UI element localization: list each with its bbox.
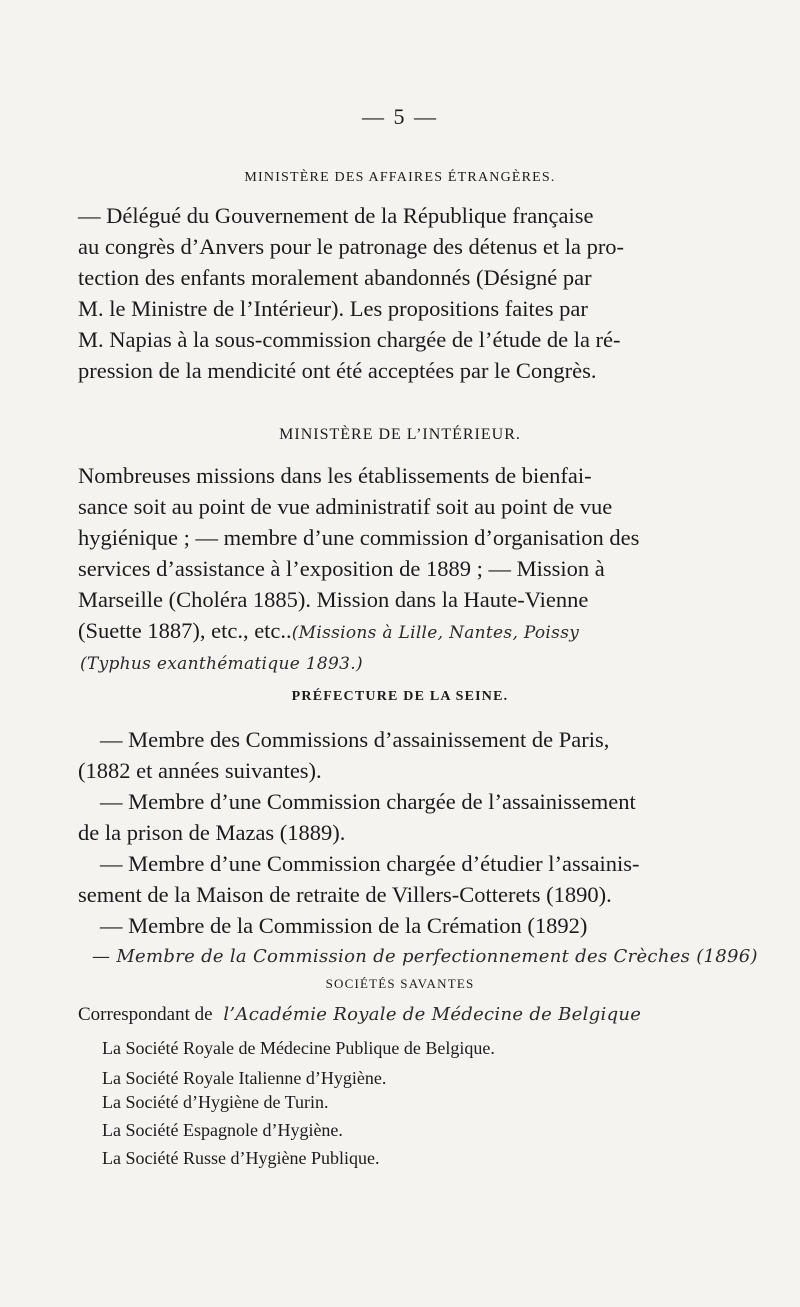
text-line: — Membre des Commissions d’assainissement de Paris, — [100, 727, 610, 752]
text-line: — Délégué du Gouvernement de la République française — [78, 203, 594, 228]
handwritten-annotation: (Typhus exanthématique 1893.) — [80, 654, 363, 674]
printed-text: Correspondant de — [78, 1004, 213, 1025]
text-line: Nombreuses missions dans les établissements de bienfai- — [78, 463, 592, 488]
paragraph-interieur — [78, 460, 678, 680]
text-line: M. Napias à la sous-commission chargée de l’étude de la ré- — [78, 327, 621, 352]
text-line: pression de la mendicité ont été acceptées par le Congrès. — [78, 358, 597, 383]
text-line: — Membre d’une Commission chargée de l’assainissement — [100, 789, 636, 814]
handwritten-annotation: l’Académie Royale de Médecine de Belgique — [223, 1004, 642, 1025]
society-item: La Société Royale Italienne d’Hygiène. — [102, 1068, 387, 1088]
text-line: Marseille (Choléra 1885). Mission dans la Haute-Vienne — [78, 587, 589, 612]
section-title-affaires: MINISTÈRE DES AFFAIRES ÉTRANGÈRES. — [244, 170, 556, 185]
paragraph-seine — [78, 724, 758, 972]
society-item: La Société Royale de Médecine Publique de Belgique. — [102, 1038, 495, 1058]
text-line: de la prison de Mazas (1889). — [78, 820, 346, 845]
correspondant-line — [78, 1004, 641, 1026]
text-line: services d’assistance à l’exposition de 1889 ; — Mission à — [78, 556, 605, 581]
text-line: tection des enfants moralement abandonnés (Désigné par — [78, 265, 592, 290]
text-line: — Membre de la Commission de la Crémation (1892) — [100, 913, 588, 938]
paragraph-affaires — [78, 200, 678, 386]
text-line: M. le Ministre de l’Intérieur). Les propositions faites par — [78, 296, 588, 321]
text-line: sance soit au point de vue administratif soit au point de vue — [78, 494, 613, 519]
text-line: (1882 et années suivantes). — [78, 758, 322, 783]
society-item: La Société Russe d’Hygiène Publique. — [102, 1148, 380, 1168]
text-line: — Membre d’une Commission chargée d’étudier l’assainis- — [100, 851, 640, 876]
page-number: — 5 — — [362, 104, 438, 129]
printed-text: (Suette 1887), etc., etc.. — [78, 618, 292, 643]
text-line: au congrès d’Anvers pour le patronage des détenus et la pro- — [78, 234, 625, 259]
section-title-seine: PRÉFECTURE DE LA SEINE. — [291, 689, 509, 704]
handwritten-annotation: — Membre de la Commission de perfectionnement des Crèches (1896) — [92, 946, 758, 967]
text-line: sement de la Maison de retraite de Villers-Cotterets (1890). — [78, 882, 612, 907]
society-item: La Société Espagnole d’Hygiène. — [102, 1120, 343, 1140]
handwritten-annotation: (Missions à Lille, Nantes, Poissy — [291, 623, 580, 643]
section-title-societes: SOCIÉTÉS SAVANTES — [325, 976, 475, 991]
text-line-with-annotation — [78, 615, 678, 649]
section-title-interieur: MINISTÈRE DE L’INTÉRIEUR. — [279, 426, 521, 443]
text-line: hygiénique ; — membre d’une commission d’organisation des — [78, 525, 640, 550]
society-item: La Société d’Hygiène de Turin. — [102, 1092, 329, 1112]
